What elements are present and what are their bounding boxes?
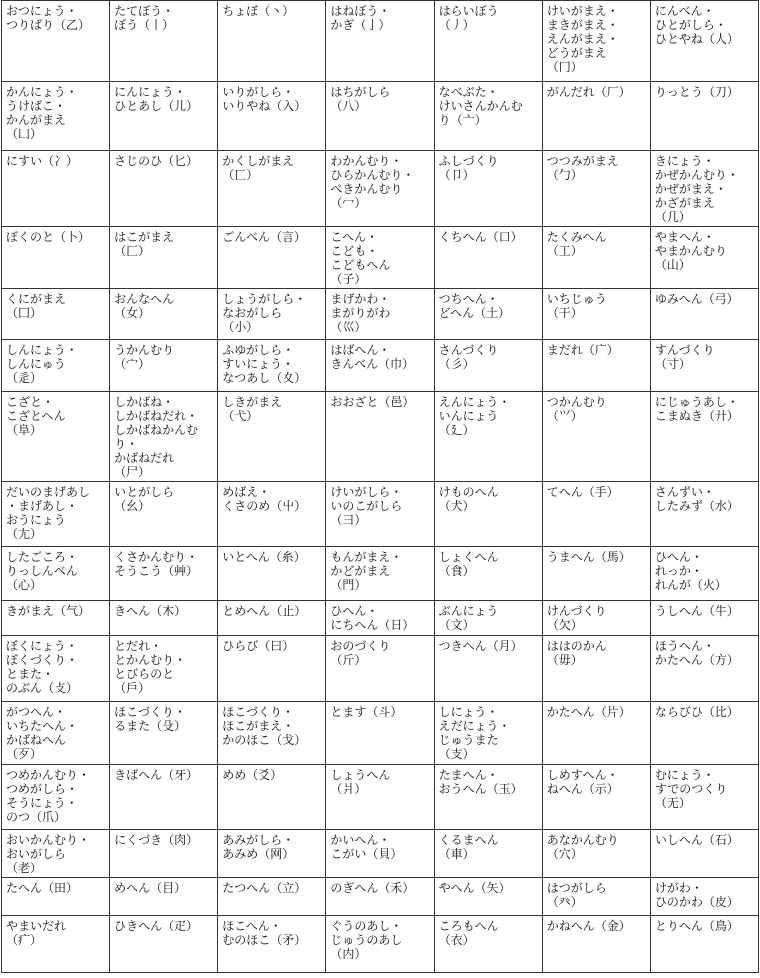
radical-cell: しかばね・ しかばねだれ・ しかばねかんむ り・ かばねだれ （尸） xyxy=(110,392,218,482)
table-row xyxy=(2,636,759,702)
radical-cell: ふしづくり （卩） xyxy=(434,151,542,227)
table-row xyxy=(2,830,759,878)
radical-cell: がつへん・ いちたへん・ かばねへん （歹） xyxy=(2,702,110,765)
radical-cell: つつみがまえ （勹） xyxy=(542,151,650,227)
radical-cell: けいがしら・ いのこがしら （⺕） xyxy=(326,482,434,547)
table-row xyxy=(2,601,759,636)
radical-cell: もんがまえ・ かどがまえ （門） xyxy=(326,547,434,601)
radical-cell: おのづくり （斤） xyxy=(326,636,434,702)
radical-cell: にじゅうあし・ こまぬき（廾） xyxy=(650,392,758,482)
radical-cell: うまへん（馬） xyxy=(542,547,650,601)
radical-cell: はばへん・ きんべん（巾） xyxy=(326,340,434,392)
radical-cell: やへん（矢） xyxy=(434,878,542,916)
radical-cell: りっとう（刀） xyxy=(650,82,758,151)
table-row xyxy=(2,702,759,765)
radical-cell: つかんむり （⺍） xyxy=(542,392,650,482)
radical-cell: いりがしら・ いりやね（入） xyxy=(218,82,326,151)
radical-cell: くちへん（口） xyxy=(434,227,542,289)
radical-cell: いとがしら （幺） xyxy=(110,482,218,547)
table-row xyxy=(2,547,759,601)
table-row xyxy=(2,151,759,227)
radical-cell: いとへん（糸） xyxy=(218,547,326,601)
radical-cell: にすい（冫） xyxy=(2,151,110,227)
radical-cell: けものへん （犬） xyxy=(434,482,542,547)
radical-cell: ならびひ（比） xyxy=(650,702,758,765)
radical-cell: しょうへん （爿） xyxy=(326,765,434,830)
radical-cell: さんづくり （彡） xyxy=(434,340,542,392)
radical-cell: こへん・ こども・ こどもへん （子） xyxy=(326,227,434,289)
radical-cell: ぼくのと（卜） xyxy=(2,227,110,289)
radical-cell: やまいだれ （疒） xyxy=(2,916,110,973)
radical-cell: ふゆがしら・ すいにょう・ なつあし（夊） xyxy=(218,340,326,392)
radical-cell: たへん（田） xyxy=(2,878,110,916)
radical-name-table xyxy=(1,0,759,973)
radical-cell: わかんむり・ ひらかんむり・ べきかんむり （冖） xyxy=(326,151,434,227)
radical-cell: さじのひ（匕） xyxy=(110,151,218,227)
radical-cell: たまへん・ おうへん（玉） xyxy=(434,765,542,830)
radical-cell: つめかんむり・ つめがしら・ そうにょう・ のつ（爪） xyxy=(2,765,110,830)
radical-cell: しめすへん・ ねへん（示） xyxy=(542,765,650,830)
radical-cell: おつにょう・ つりばり（乙） xyxy=(2,1,110,82)
radical-cell: とます（斗） xyxy=(326,702,434,765)
radical-cell: おんなへん （女） xyxy=(110,289,218,340)
radical-cell: たつへん（立） xyxy=(218,878,326,916)
radical-cell: うかんむり （宀） xyxy=(110,340,218,392)
radical-cell: ぶんにょう （文） xyxy=(434,601,542,636)
radical-cell: はちがしら （八） xyxy=(326,82,434,151)
radical-cell: ほこづくり・ ほこがまえ・ かのほこ（戈） xyxy=(218,702,326,765)
radical-cell: けんづくり （欠） xyxy=(542,601,650,636)
radical-cell: しにょう・ えだにょう・ じゅうまた （支） xyxy=(434,702,542,765)
radical-cell: くるまへん （車） xyxy=(434,830,542,878)
radical-cell: ちょぼ（丶） xyxy=(218,1,326,82)
radical-cell: つちへん・ どへん（土） xyxy=(434,289,542,340)
radical-cell: したごころ・ りっしんべん （心） xyxy=(2,547,110,601)
radical-cell: ころもへん （衣） xyxy=(434,916,542,973)
radical-cell: しんにょう・ しんにゅう （辵） xyxy=(2,340,110,392)
radical-cell: ごんべん（言） xyxy=(218,227,326,289)
radical-cell: ほうへん・ かたへん（方） xyxy=(650,636,758,702)
radical-cell: まげかわ・ まがりがわ （巛） xyxy=(326,289,434,340)
radical-cell: かくしがまえ （匸） xyxy=(218,151,326,227)
radical-cell: たてぼう・ ぼう（丨） xyxy=(110,1,218,82)
table-row xyxy=(2,765,759,830)
table-row xyxy=(2,878,759,916)
radical-cell: ひきへん（疋） xyxy=(110,916,218,973)
radical-cell: だいのまげあし ・まげあし・ おうにょう （尢） xyxy=(2,482,110,547)
radical-cell: かいへん・ こがい（貝） xyxy=(326,830,434,878)
radical-cell: がんだれ（厂） xyxy=(542,82,650,151)
radical-cell: まだれ（广） xyxy=(542,340,650,392)
radical-cell: きにょう・ かぜかんむり・ かぜがまえ・ かざがまえ （几） xyxy=(650,151,758,227)
radical-cell: はねぼう・ かぎ（亅） xyxy=(326,1,434,82)
radical-cell: かんにょう・ うけばこ・ かんがまえ （凵） xyxy=(2,82,110,151)
radical-cell: きへん（木） xyxy=(110,601,218,636)
radical-cell: にんにょう・ ひとあし（儿） xyxy=(110,82,218,151)
table-row xyxy=(2,482,759,547)
table-row xyxy=(2,392,759,482)
radical-cell: にんべん・ ひとがしら・ ひとやね（人） xyxy=(650,1,758,82)
radical-cell: うしへん（牛） xyxy=(650,601,758,636)
radical-cell: なべぶた・ けいさんかんむ り（亠） xyxy=(434,82,542,151)
table-row xyxy=(2,1,759,82)
radical-cell: ほこづくり・ るまた（殳） xyxy=(110,702,218,765)
radical-cell: おいかんむり・ おいがしら （老） xyxy=(2,830,110,878)
radical-cell: さんずい・ したみず（水） xyxy=(650,482,758,547)
radical-cell: むにょう・ すでのつくり （无） xyxy=(650,765,758,830)
radical-cell: はつがしら （癶） xyxy=(542,878,650,916)
radical-cell: いしへん（石） xyxy=(650,830,758,878)
radical-cell: めめ（爻） xyxy=(218,765,326,830)
radical-cell: えんにょう・ いんにょう （廴） xyxy=(434,392,542,482)
radical-cell: ぐうのあし・ じゅうのあし （内） xyxy=(326,916,434,973)
table-row xyxy=(2,340,759,392)
radical-cell: たくみへん （工） xyxy=(542,227,650,289)
radical-cell: いちじゅう （干） xyxy=(542,289,650,340)
radical-cell: つきへん（月） xyxy=(434,636,542,702)
radical-cell: ぼくにょう・ ぼくづくり・ とまた・ のぶん（攴） xyxy=(2,636,110,702)
radical-cell: とだれ・ とかんむり・ とびらのと （戶） xyxy=(110,636,218,702)
radical-cell: めばえ・ くさのめ（屮） xyxy=(218,482,326,547)
radical-cell: ひへん・ にちへん（日） xyxy=(326,601,434,636)
radical-cell: とりへん（鳥） xyxy=(650,916,758,973)
radical-cell: ゆみへん（弓） xyxy=(650,289,758,340)
radical-cell: はらいぼう （丿） xyxy=(434,1,542,82)
radical-cell: ひらび（曰） xyxy=(218,636,326,702)
radical-cell: こざと・ こざとへん （阜） xyxy=(2,392,110,482)
table-row xyxy=(2,289,759,340)
radical-cell: ひへん・ れっか・ れんが（火） xyxy=(650,547,758,601)
radical-cell: けいがまえ・ まきがまえ・ えんがまえ・ どうがまえ （冂） xyxy=(542,1,650,82)
radical-cell: くにがまえ （囗） xyxy=(2,289,110,340)
radical-cell: とめへん（止） xyxy=(218,601,326,636)
radical-cell: のぎへん（禾） xyxy=(326,878,434,916)
table-row xyxy=(2,227,759,289)
radical-cell: てへん（手） xyxy=(542,482,650,547)
radical-cell: はこがまえ （匚） xyxy=(110,227,218,289)
radical-cell: しょうがしら・ なおがしら （小） xyxy=(218,289,326,340)
radical-cell: きばへん（牙） xyxy=(110,765,218,830)
radical-cell: くさかんむり・ そうこう（艸） xyxy=(110,547,218,601)
radical-cell: かたへん（片） xyxy=(542,702,650,765)
radical-cell: あなかんむり （穴） xyxy=(542,830,650,878)
radical-cell: にくづき（肉） xyxy=(110,830,218,878)
table-body xyxy=(2,1,759,973)
radical-cell: けがわ・ ひのかわ（皮） xyxy=(650,878,758,916)
radical-cell: しょくへん （食） xyxy=(434,547,542,601)
table-row xyxy=(2,82,759,151)
radical-cell: しきがまえ （弋） xyxy=(218,392,326,482)
radical-cell: すんづくり （寸） xyxy=(650,340,758,392)
table-row xyxy=(2,916,759,973)
radical-cell: きがまえ（气） xyxy=(2,601,110,636)
radical-cell: おおざと（邑） xyxy=(326,392,434,482)
radical-cell: めへん（目） xyxy=(110,878,218,916)
radical-cell: あみがしら・ あみめ（网） xyxy=(218,830,326,878)
radical-cell: やまへん・ やまかんむり （山） xyxy=(650,227,758,289)
radical-cell: ほこへん・ むのほこ（矛） xyxy=(218,916,326,973)
radical-cell: ははのかん （毋） xyxy=(542,636,650,702)
radical-cell: かねへん（金） xyxy=(542,916,650,973)
